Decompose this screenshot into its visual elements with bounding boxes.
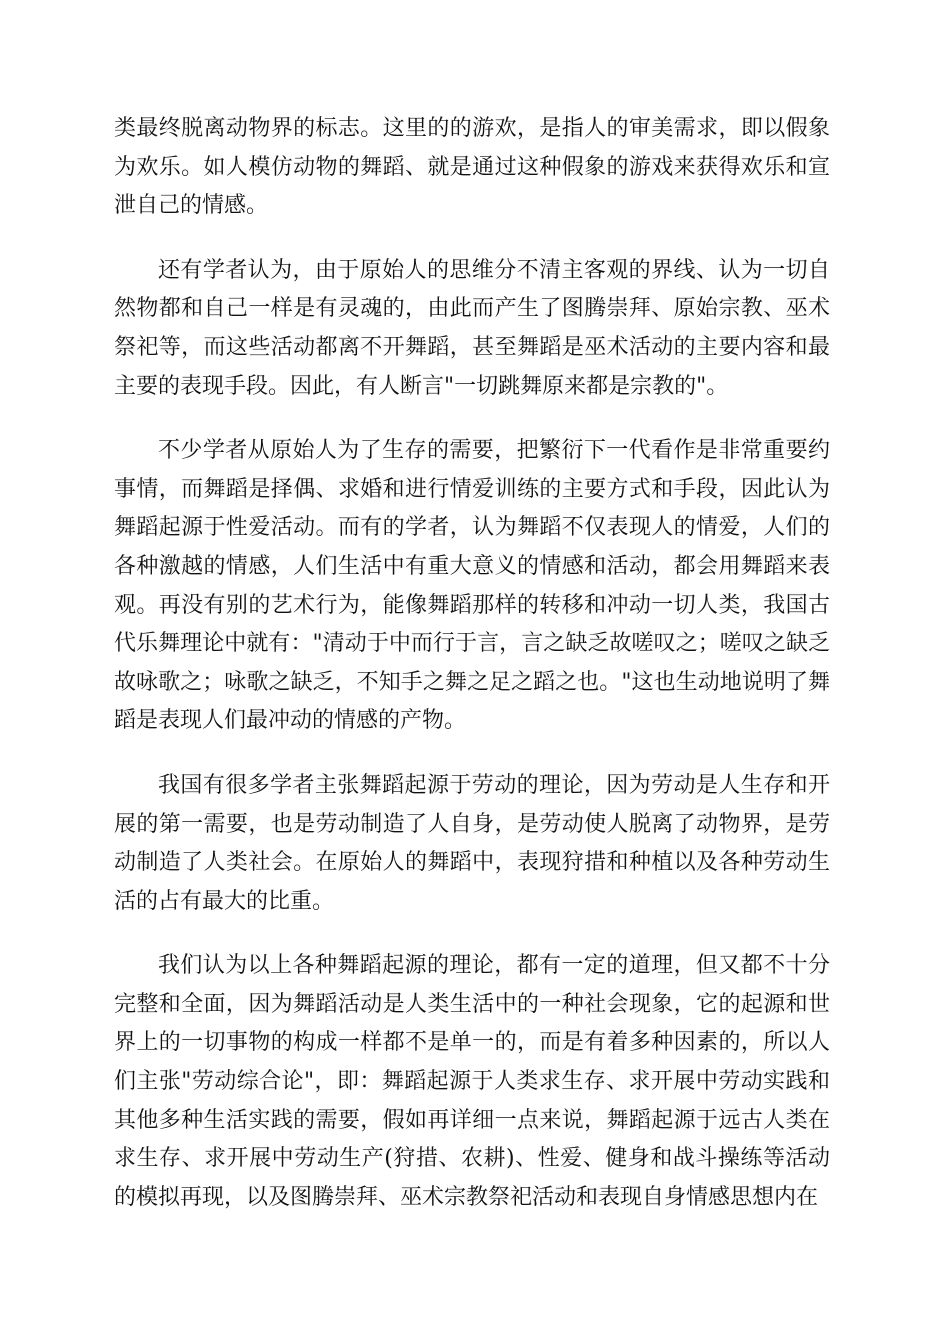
document-page xyxy=(114,110,830,1243)
paragraph-3: 不少学者从原始人为了生存的需要，把繁衍下一代看作是非常重要约事情，而舞蹈是择偶、求婚和进行情爱训练的主要方式和手段，因此认为舞蹈起源于性爱活动。而有的学者，认为舞蹈不仅表现人的情爱，人们的各种激越的情感，人们生活中有重大意义的情感和活动，都会用舞蹈来表观。再没有别的艺术行为，能像舞蹈那样的转移和冲动一切人类，我国古代乐舞理论中就有："清动于中而行于言，言之缺乏故嗟叹之；嗟叹之缺乏故咏歌之；咏歌之缺乏，不知手之舞之足之蹈之也。"这也生动地说明了舞蹈是表现人们最冲动的情感的产物。 xyxy=(114,438,830,734)
paragraph-5: 我们认为以上各种舞蹈起源的理论，都有一定的道理，但又都不十分完整和全面，因为舞蹈活动是人类生活中的一种社会现象，它的起源和世界上的一切事物的构成一样都不是单一的，而是有着多种因素的，所以人们主张"劳动综合论"，即：舞蹈起源于人类求生存、求开展中劳动实践和其他多种生活实践的需要，假如再详细一点来说，舞蹈起源于远古人类在求生存、求开展中劳动生产(狩措、农耕)、性爱、健身和战斗操练等活动的模拟再现，以及图腾崇拜、巫术宗教祭祀活动和表现自身情感思想内在 xyxy=(114,953,830,1210)
paragraph-1: 类最终脱离动物界的标志。这里的的游欢，是指人的审美需求，即以假象为欢乐。如人模仿动物的舞蹈、就是通过这种假象的游戏来获得欢乐和宣泄自己的情感。 xyxy=(114,116,830,219)
paragraph-4: 我国有很多学者主张舞蹈起源于劳动的理论，因为劳动是人生存和开展的第一需要，也是劳动制造了人自身，是劳动使人脱离了动物界，是劳动制造了人类社会。在原始人的舞蹈中，表现狩措和种植以及各种劳动生活的占有最大的比重。 xyxy=(114,772,830,914)
paragraph-2: 还有学者认为，由于原始人的思维分不清主客观的界线、认为一切自然物都和自己一样是有灵魂的，由此而产生了图腾崇拜、原始宗教、巫术祭祀等，而这些活动都离不开舞蹈，甚至舞蹈是巫术活动的主要内容和最主要的表现手段。因此，有人断言"一切跳舞原来都是宗教的"。 xyxy=(114,257,830,399)
